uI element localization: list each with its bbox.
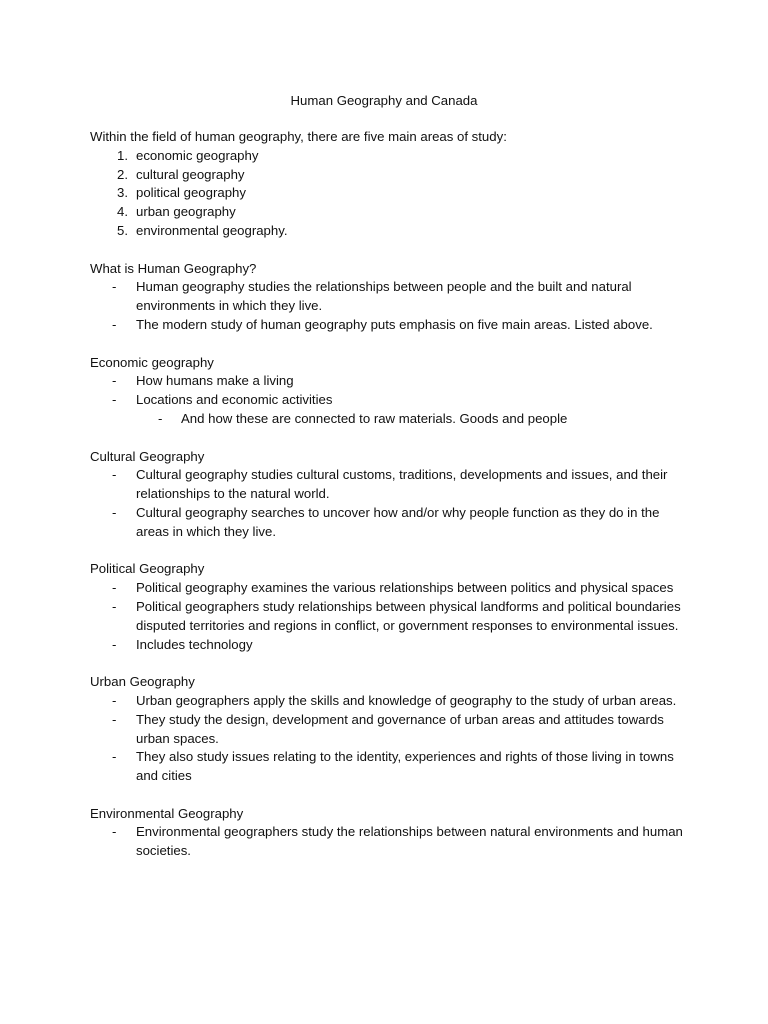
- bullet-list: [90, 823, 690, 861]
- bullet-item: [90, 466, 690, 504]
- bullet-text: Political geographers study relationships between physical landforms and political boundaries disputed territories and regions in conflict, or government responses to environmental issues.: [136, 598, 681, 633]
- bullet-item: [90, 372, 690, 391]
- dash-marker: -: [112, 692, 117, 708]
- bullet-list: [90, 372, 690, 410]
- bullet-item: [90, 316, 690, 335]
- study-areas-list: [90, 147, 690, 241]
- list-item-text: cultural geography: [136, 166, 245, 182]
- dash-marker: -: [112, 373, 117, 389]
- list-number: 5.: [117, 222, 128, 238]
- list-item: [90, 147, 690, 166]
- list-number: 3.: [117, 185, 128, 201]
- dash-marker: -: [112, 316, 117, 332]
- section-heading-what-is-human-geography: What is Human Geography?: [90, 260, 257, 276]
- list-item-text: urban geography: [136, 204, 236, 220]
- sub-bullet-item: [90, 410, 735, 429]
- list-number: 2.: [117, 166, 128, 182]
- list-item: [90, 222, 690, 241]
- bullet-item: [90, 748, 690, 786]
- dash-marker: -: [112, 580, 117, 596]
- bullet-item: [90, 598, 690, 636]
- section-heading-political-geography: Political Geography: [90, 561, 205, 577]
- bullet-list: [90, 692, 690, 786]
- section-heading-cultural-geography: Cultural Geography: [90, 448, 205, 464]
- bullet-item: [90, 278, 690, 316]
- bullet-item: [90, 636, 690, 655]
- bullet-text: Environmental geographers study the relationships between natural environments and human societies.: [136, 824, 683, 859]
- bullet-text: Cultural geography studies cultural customs, traditions, developments and issues, and their relationships to the natural world.: [136, 467, 668, 502]
- bullet-text: Human geography studies the relationships between people and the built and natural environments in which they live.: [136, 279, 632, 314]
- dash-marker: -: [112, 504, 117, 520]
- bullet-text: Cultural geography searches to uncover how and/or why people function as they do in the areas in which they live.: [136, 504, 660, 539]
- section-heading-economic-geography: Economic geography: [90, 354, 214, 370]
- dash-marker: -: [112, 636, 117, 652]
- bullet-text: The modern study of human geography puts emphasis on five main areas. Listed above.: [136, 316, 653, 332]
- dash-marker: -: [112, 824, 117, 840]
- bullet-item: [90, 391, 690, 410]
- dash-marker: -: [158, 410, 163, 426]
- list-item: [90, 166, 690, 185]
- bullet-list: [90, 466, 690, 541]
- bullet-text: They study the design, development and governance of urban areas and attitudes towards urban spaces.: [136, 711, 664, 746]
- dash-marker: -: [112, 467, 117, 483]
- bullet-text: Includes technology: [136, 636, 253, 652]
- bullet-text: Locations and economic activities: [136, 392, 333, 408]
- section-heading-environmental-geography: Environmental Geography: [90, 805, 244, 821]
- list-item-text: economic geography: [136, 147, 259, 163]
- sub-bullet-list: [90, 410, 690, 429]
- intro-paragraph: Within the field of human geography, there are five main areas of study:: [90, 129, 507, 144]
- list-item-text: political geography: [136, 185, 246, 201]
- bullet-item: [90, 504, 690, 542]
- list-item-text: environmental geography.: [136, 222, 288, 238]
- list-number: 1.: [117, 147, 128, 163]
- bullet-text: Urban geographers apply the skills and knowledge of geography to the study of urban areas.: [136, 692, 677, 708]
- bullet-text: And how these are connected to raw materials. Goods and people: [181, 410, 568, 426]
- document-title: Human Geography and Canada: [290, 93, 478, 108]
- document-body: [90, 128, 690, 861]
- dash-marker: -: [112, 279, 117, 295]
- list-number: 4.: [117, 204, 128, 220]
- list-item: [90, 203, 690, 222]
- bullet-list: [90, 579, 690, 654]
- bullet-list: [90, 278, 690, 334]
- bullet-text: How humans make a living: [136, 373, 294, 389]
- dash-marker: -: [112, 749, 117, 765]
- section-heading-urban-geography: Urban Geography: [90, 674, 195, 690]
- bullet-text: They also study issues relating to the identity, experiences and rights of those living in towns and cities: [136, 749, 674, 784]
- dash-marker: -: [112, 711, 117, 727]
- bullet-item: [90, 711, 690, 749]
- bullet-item: [90, 692, 690, 711]
- bullet-item: [90, 579, 690, 598]
- list-item: [90, 184, 690, 203]
- bullet-item: [90, 823, 690, 861]
- dash-marker: -: [112, 598, 117, 614]
- dash-marker: -: [112, 392, 117, 408]
- bullet-text: Political geography examines the various relationships between politics and physical spaces: [136, 580, 674, 596]
